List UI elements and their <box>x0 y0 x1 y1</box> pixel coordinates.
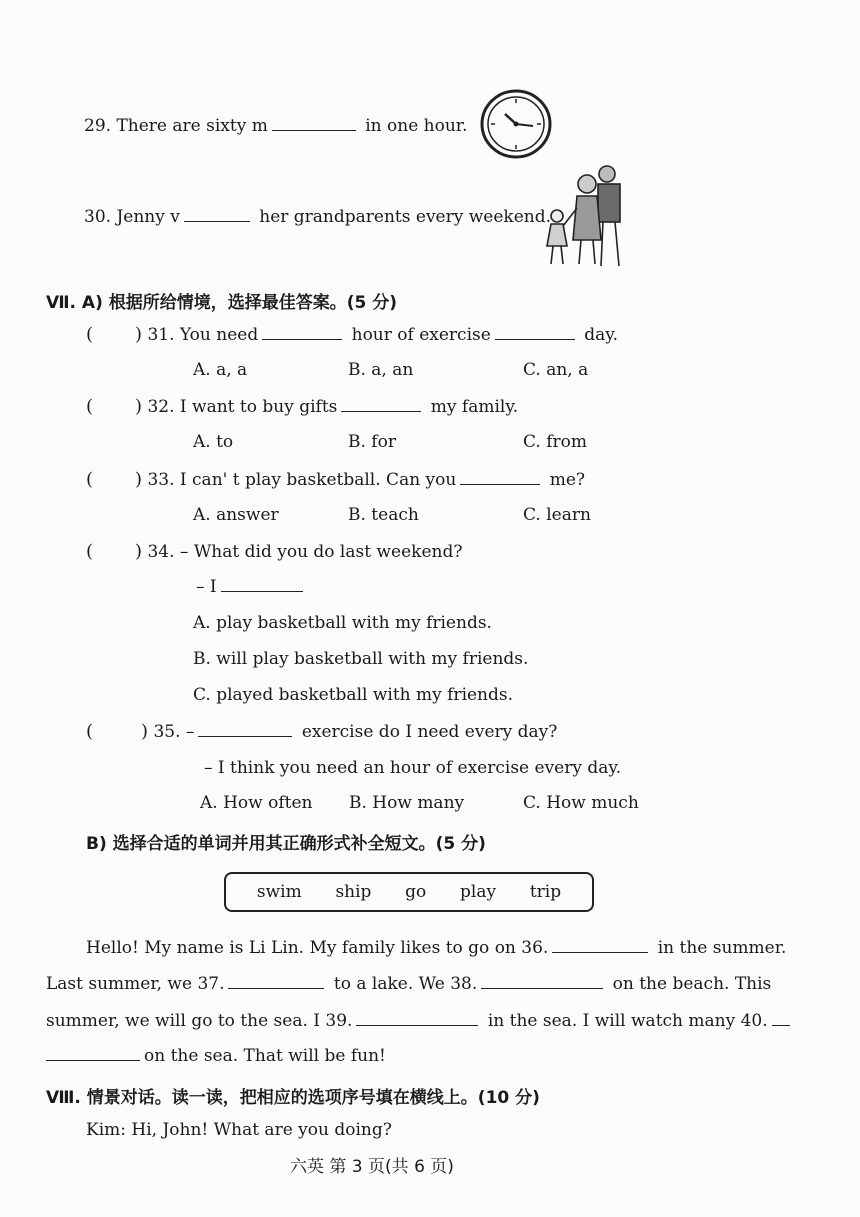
family-visit-image <box>543 162 633 270</box>
clock-image <box>479 88 553 160</box>
option-c: C. an, a <box>523 360 589 380</box>
question-30 <box>84 207 551 227</box>
question-number: 30. <box>84 207 112 227</box>
option-b: B. a, an <box>348 360 414 380</box>
option-a: A. play basketball with my friends. <box>193 613 492 633</box>
section-7a-title: Ⅶ. A) 根据所给情境，选择最佳答案。(5 分) <box>46 293 398 313</box>
question-number: 34. <box>147 542 175 562</box>
option-b: B. will play basketball with my friends. <box>193 649 529 669</box>
option-a: A. a, a <box>193 360 248 380</box>
section-7b-title: B) 选择合适的单词并用其正确形式补全短文。(5 分) <box>86 834 486 854</box>
answer-blank[interactable] <box>272 116 356 131</box>
question-number: 33. <box>147 470 175 490</box>
answer-blank[interactable] <box>184 207 250 222</box>
reply-line: – I think you need an hour of exercise every day. <box>204 758 622 778</box>
answer-blank-40[interactable] <box>772 1011 790 1026</box>
option-c: C. from <box>523 432 587 452</box>
option-c: C. How much <box>523 793 639 813</box>
answer-blank[interactable] <box>460 470 540 485</box>
answer-blank[interactable] <box>221 577 303 592</box>
option-a: A. answer <box>193 505 279 525</box>
option-c: C. played basketball with my friends. <box>193 685 514 705</box>
option-a: A. How often <box>200 793 313 813</box>
question-number: 32. <box>147 397 175 417</box>
answer-blank[interactable] <box>262 325 342 340</box>
question-number: 31. <box>147 325 175 345</box>
answer-blank[interactable] <box>341 397 421 412</box>
passage-line-2: Last summer, we 37. to a lake. We 38. on the beach. This <box>46 974 772 994</box>
answer-blank-40-cont[interactable] <box>46 1046 140 1061</box>
answer-blank[interactable] <box>198 722 292 737</box>
dialogue-line: Kim: Hi, John! What are you doing? <box>86 1120 392 1140</box>
question-text: her grandparents every weekend. <box>259 207 552 227</box>
option-b: B. teach <box>348 505 419 525</box>
answer-blank-36[interactable] <box>552 938 648 953</box>
word-bank-item: trip <box>529 882 562 902</box>
question-text: in one hour. <box>365 116 468 136</box>
word-bank-item: swim <box>256 882 302 902</box>
answer-blank-37[interactable] <box>228 974 324 989</box>
word-bank-item: play <box>460 882 497 902</box>
answer-blank[interactable] <box>495 325 575 340</box>
passage-line-1: Hello! My name is Li Lin. My family likes to go on 36. in the summer. <box>86 938 787 958</box>
word-bank-item: ship <box>335 882 372 902</box>
option-c: C. learn <box>523 505 591 525</box>
option-b: B. How many <box>349 793 465 813</box>
question-32: ( ) 32. I want to buy gifts my family. <box>86 396 519 417</box>
question-number: 35. <box>153 722 181 742</box>
question-33: ( ) 33. I can' t play basketball. Can you me? <box>86 469 586 490</box>
question-35: ( ) 35. – exercise do I need every day? <box>86 721 558 742</box>
page-footer: 六英 第 3 页(共 6 页) <box>290 1157 454 1177</box>
passage-line-3: summer, we will go to the sea. I 39. in the sea. I will watch many 40. <box>46 1011 794 1031</box>
section-8-title: Ⅷ. 情景对话。读一读，把相应的选项序号填在横线上。(10 分) <box>46 1088 540 1108</box>
question-text: Jenny v <box>116 207 180 227</box>
question-34: ( ) 34. – What did you do last weekend? <box>86 541 463 562</box>
word-bank <box>224 872 594 912</box>
word-bank-item: go <box>405 882 427 902</box>
question-text: There are sixty m <box>116 116 268 136</box>
answer-line: – I <box>196 577 307 597</box>
option-b: B. for <box>348 432 396 452</box>
answer-blank-39[interactable] <box>356 1011 478 1026</box>
question-number: 29. <box>84 116 112 136</box>
question-31: ( ) 31. You need hour of exercise day. <box>86 324 618 345</box>
question-29 <box>84 116 467 136</box>
answer-blank-38[interactable] <box>481 974 603 989</box>
passage-line-4: on the sea. That will be fun! <box>46 1046 386 1066</box>
option-a: A. to <box>193 432 234 452</box>
